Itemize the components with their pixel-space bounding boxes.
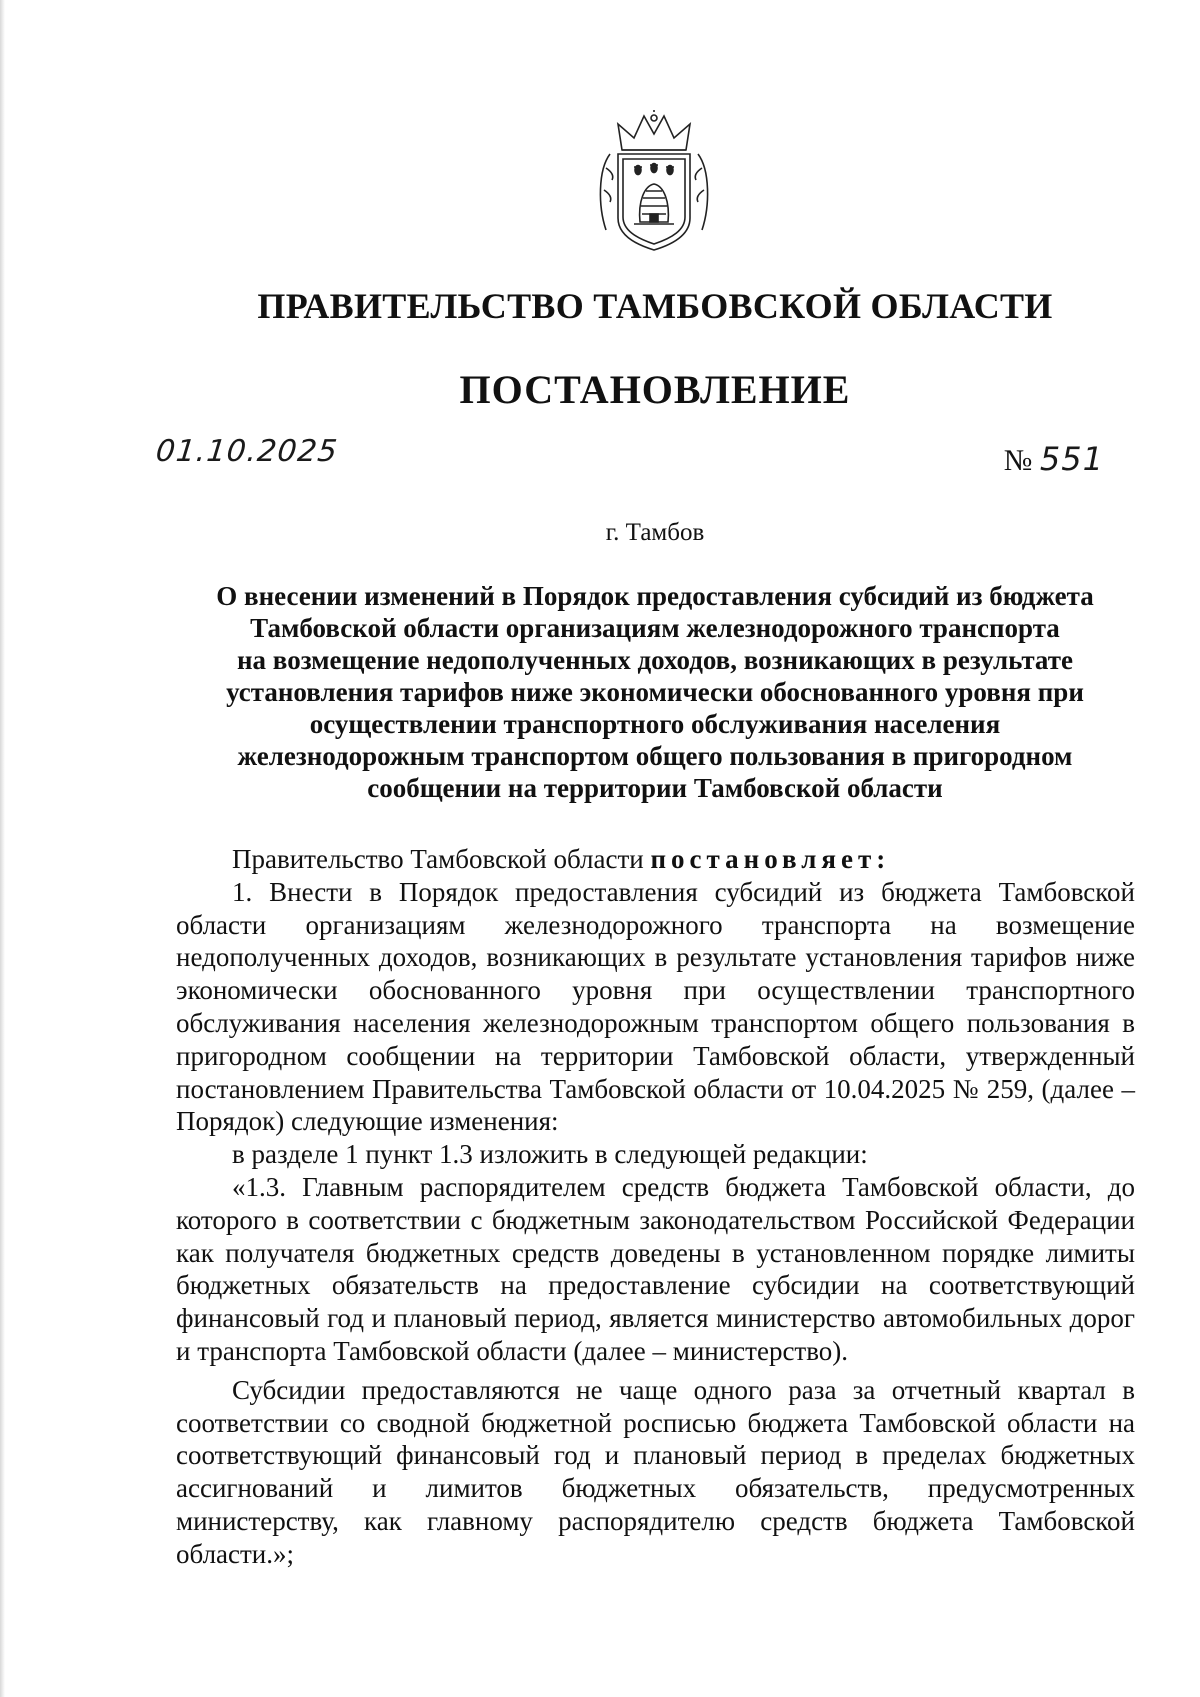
intro-text: Правительство Тамбовской области <box>232 844 644 874</box>
scan-edge <box>0 0 5 1697</box>
paragraph-1: 1. Внести в Порядок предоставления субсидий из бюджета Тамбовской области организациям железнодорожного транспорта на возмещение недополученных доходов, возникающих в результате установления тарифов ниже экономически обоснованного уровня при осуществлении транспортного обслуживания населения железнодорожным транспортом общего пользования в пригородном сообщении на территории Тамбовской области, утвержденный постановлением Правительства Тамбовской области от 10.04.2025 № 259, (далее – Порядок) следующие изменения: <box>176 876 1135 1137</box>
number-sign: № <box>1003 444 1033 477</box>
heading-line: О внесении изменений в Порядок предоставления субсидий из бюджета <box>216 581 1094 611</box>
document-number <box>1004 440 1104 478</box>
heading-line: железнодорожным транспортом общего пользования в пригородном <box>237 741 1073 771</box>
heading-line: установления тарифов ниже экономически обоснованного уровня при <box>226 677 1084 707</box>
heading-line: на возмещение недополученных доходов, возникающих в результате <box>237 645 1073 675</box>
resolution-heading <box>170 580 1140 804</box>
paragraph-2: в разделе 1 пункт 1.3 изложить в следующей редакции: <box>232 1139 868 1170</box>
heading-line: осуществлении транспортного обслуживания населения <box>309 709 1001 739</box>
government-title: ПРАВИТЕЛЬСТВО ТАМБОВСКОЙ ОБЛАСТИ <box>257 286 1053 326</box>
heading-line: сообщении на территории Тамбовской области <box>367 773 943 803</box>
city-line: г. Тамбов <box>605 519 705 546</box>
number-value: 551 <box>1039 440 1104 478</box>
resolution-body <box>176 843 1135 1571</box>
paragraph-4: Субсидии предоставляются не чаще одного раза за отчетный квартал в соответствии со сводной бюджетной росписью бюджета Тамбовской области на соответствующий финансовый год и плановый период в пределах бюджетных ассигнований и лимитов бюджетных обязательств, предусмотренных министерству, как главному распорядителю средств бюджета Тамбовской области.»; <box>176 1374 1135 1569</box>
coat-of-arms-icon <box>592 110 716 256</box>
document-type-title: ПОСТАНОВЛЕНИЕ <box>459 367 851 412</box>
heading-line: Тамбовской области организациям железнодорожного транспорта <box>250 613 1060 643</box>
document-date: 01.10.2025 <box>154 434 340 469</box>
intro-verb: постановляет: <box>650 844 891 874</box>
intro-paragraph <box>176 843 1135 876</box>
paragraph-3: «1.3. Главным распорядителем средств бюджета Тамбовской области, до которого в соответствии с бюджетным законодательством Российской Федерации как получателя бюджетных средств доведены в установленном порядке лимиты бюджетных обязательств на предоставление субсидии на соответствующий финансовый год и плановый период, является министерство автомобильных дорог и транспорта Тамбовской области (далее – министерство). <box>176 1171 1135 1366</box>
